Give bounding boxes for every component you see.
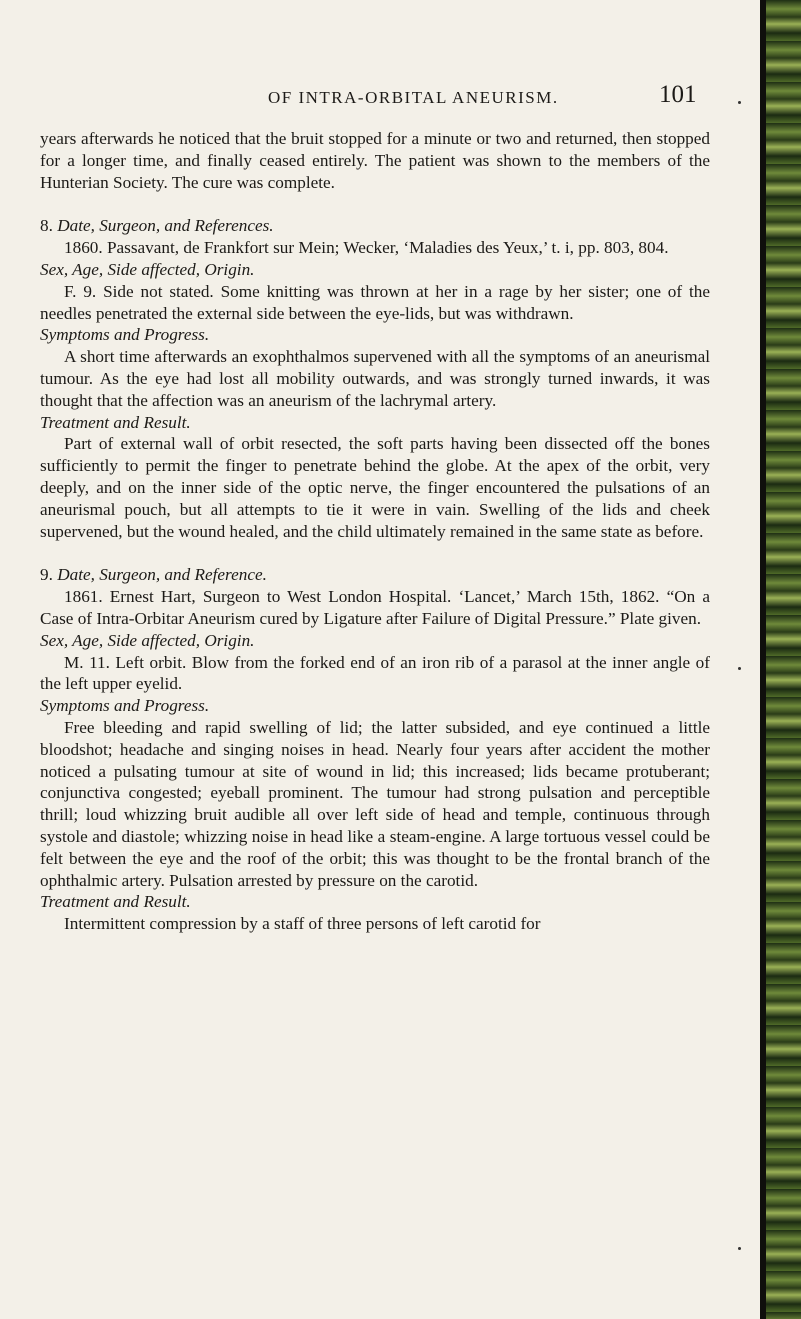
running-title: OF INTRA-ORBITAL ANEURISM. bbox=[268, 88, 559, 107]
case-9-heading-text: Date, Surgeon, and Reference. bbox=[57, 565, 267, 585]
case-9-sex-heading: Sex, Age, Side affected, Origin. bbox=[40, 630, 255, 650]
case-8-treatment-heading: Treatment and Result. bbox=[40, 412, 191, 432]
case-8-date-line: 1860. Passavant, de Frankfort sur Mein; Wecker, ‘Maladies des Yeux,’ t. i, pp. 803, 804. bbox=[64, 238, 669, 258]
case-8 bbox=[40, 215, 710, 542]
case-9-treatment-heading: Treatment and Result. bbox=[40, 892, 191, 912]
case-9-number: 9. bbox=[40, 565, 53, 585]
continuation-paragraph: years afterwards he noticed that the bruit stopped for a minute or two and returned, then stopped for a longer time, and finally ceased entirely. The patient was shown to the members of the Hunterian Society. The cure was complete. bbox=[40, 129, 710, 192]
case-8-heading-text: Date, Surgeon, and References. bbox=[57, 216, 274, 236]
case-9-sex-text: M. 11. Left orbit. Blow from the forked end of an iron rib of a parasol at the inner angle of the left upper eyelid. bbox=[40, 652, 710, 694]
case-8-symptoms-text: A short time afterwards an exophthalmos supervened with all the symptoms of an aneurismal tumour. As the eye had lost all mobility outwards, and was strongly turned inwards, it was thought that the affection was an aneurism of the lachrymal artery. bbox=[40, 347, 710, 410]
gutter-mark bbox=[738, 1247, 741, 1250]
page-body bbox=[40, 128, 710, 935]
case-9 bbox=[40, 564, 710, 935]
gutter-mark bbox=[738, 101, 741, 104]
page-number: 101 bbox=[659, 81, 697, 108]
case-8-number: 8. bbox=[40, 216, 53, 236]
case-9-symptoms-text: Free bleeding and rapid swelling of lid; the latter subsided, and eye continued a little bloodshot; headache and singing noises in head. Nearly four years after accident the mother noticed a pulsating tumour at site of wound in lid; this increased; lids became protuberant; conjunctiva congested; eyeball prominent. The tumour had strong pulsation and perceptible thrill; loud whizzing bruit audible all over left side of head and temple, continuous through systole and diastole; whizzing noise in head like a steam-engine. A large tortuous vessel could be felt between the eye and the roof of the orbit; this was thought to be the frontal branch of the ophthalmic artery. Pulsation arrested by pressure on the carotid. bbox=[40, 717, 710, 890]
case-9-date-line: 1861. Ernest Hart, Surgeon to West London Hospital. ‘Lancet,’ March 15th, 1862. “On a Case of Intra-Orbitar Aneurism cured by Ligature after Failure of Digital Pressure.” Plate given. bbox=[40, 587, 710, 628]
case-8-sex-heading: Sex, Age, Side affected, Origin. bbox=[40, 259, 255, 279]
case-9-heading bbox=[40, 564, 710, 586]
case-9-symptoms-heading: Symptoms and Progress. bbox=[40, 696, 210, 716]
case-8-sex-text: F. 9. Side not stated. Some knitting was thrown at her in a rage by her sister; one of the needles penetrated the external side between the eye-lids, but was withdrawn. bbox=[40, 281, 710, 323]
case-8-symptoms-heading: Symptoms and Progress. bbox=[40, 325, 210, 345]
case-8-treatment-text: Part of external wall of orbit resected, the soft parts having been dissected off the bones sufficiently to permit the finger to penetrate behind the globe. At the apex of the orbit, very deeply, and on the inner side of the optic nerve, the finger encountered the pulsations of an aneurismal pouch, but all attempts to tie it were in vain. Swelling of the lids and cheek supervened, but the wound healed, and the child ultimately remained in the same state as before. bbox=[40, 434, 710, 541]
case-9-treatment-text: Intermittent compression by a staff of three persons of left carotid for bbox=[64, 914, 541, 934]
marbled-binding-edge bbox=[760, 0, 801, 1319]
gutter-mark bbox=[738, 667, 741, 670]
case-8-heading bbox=[40, 215, 710, 237]
